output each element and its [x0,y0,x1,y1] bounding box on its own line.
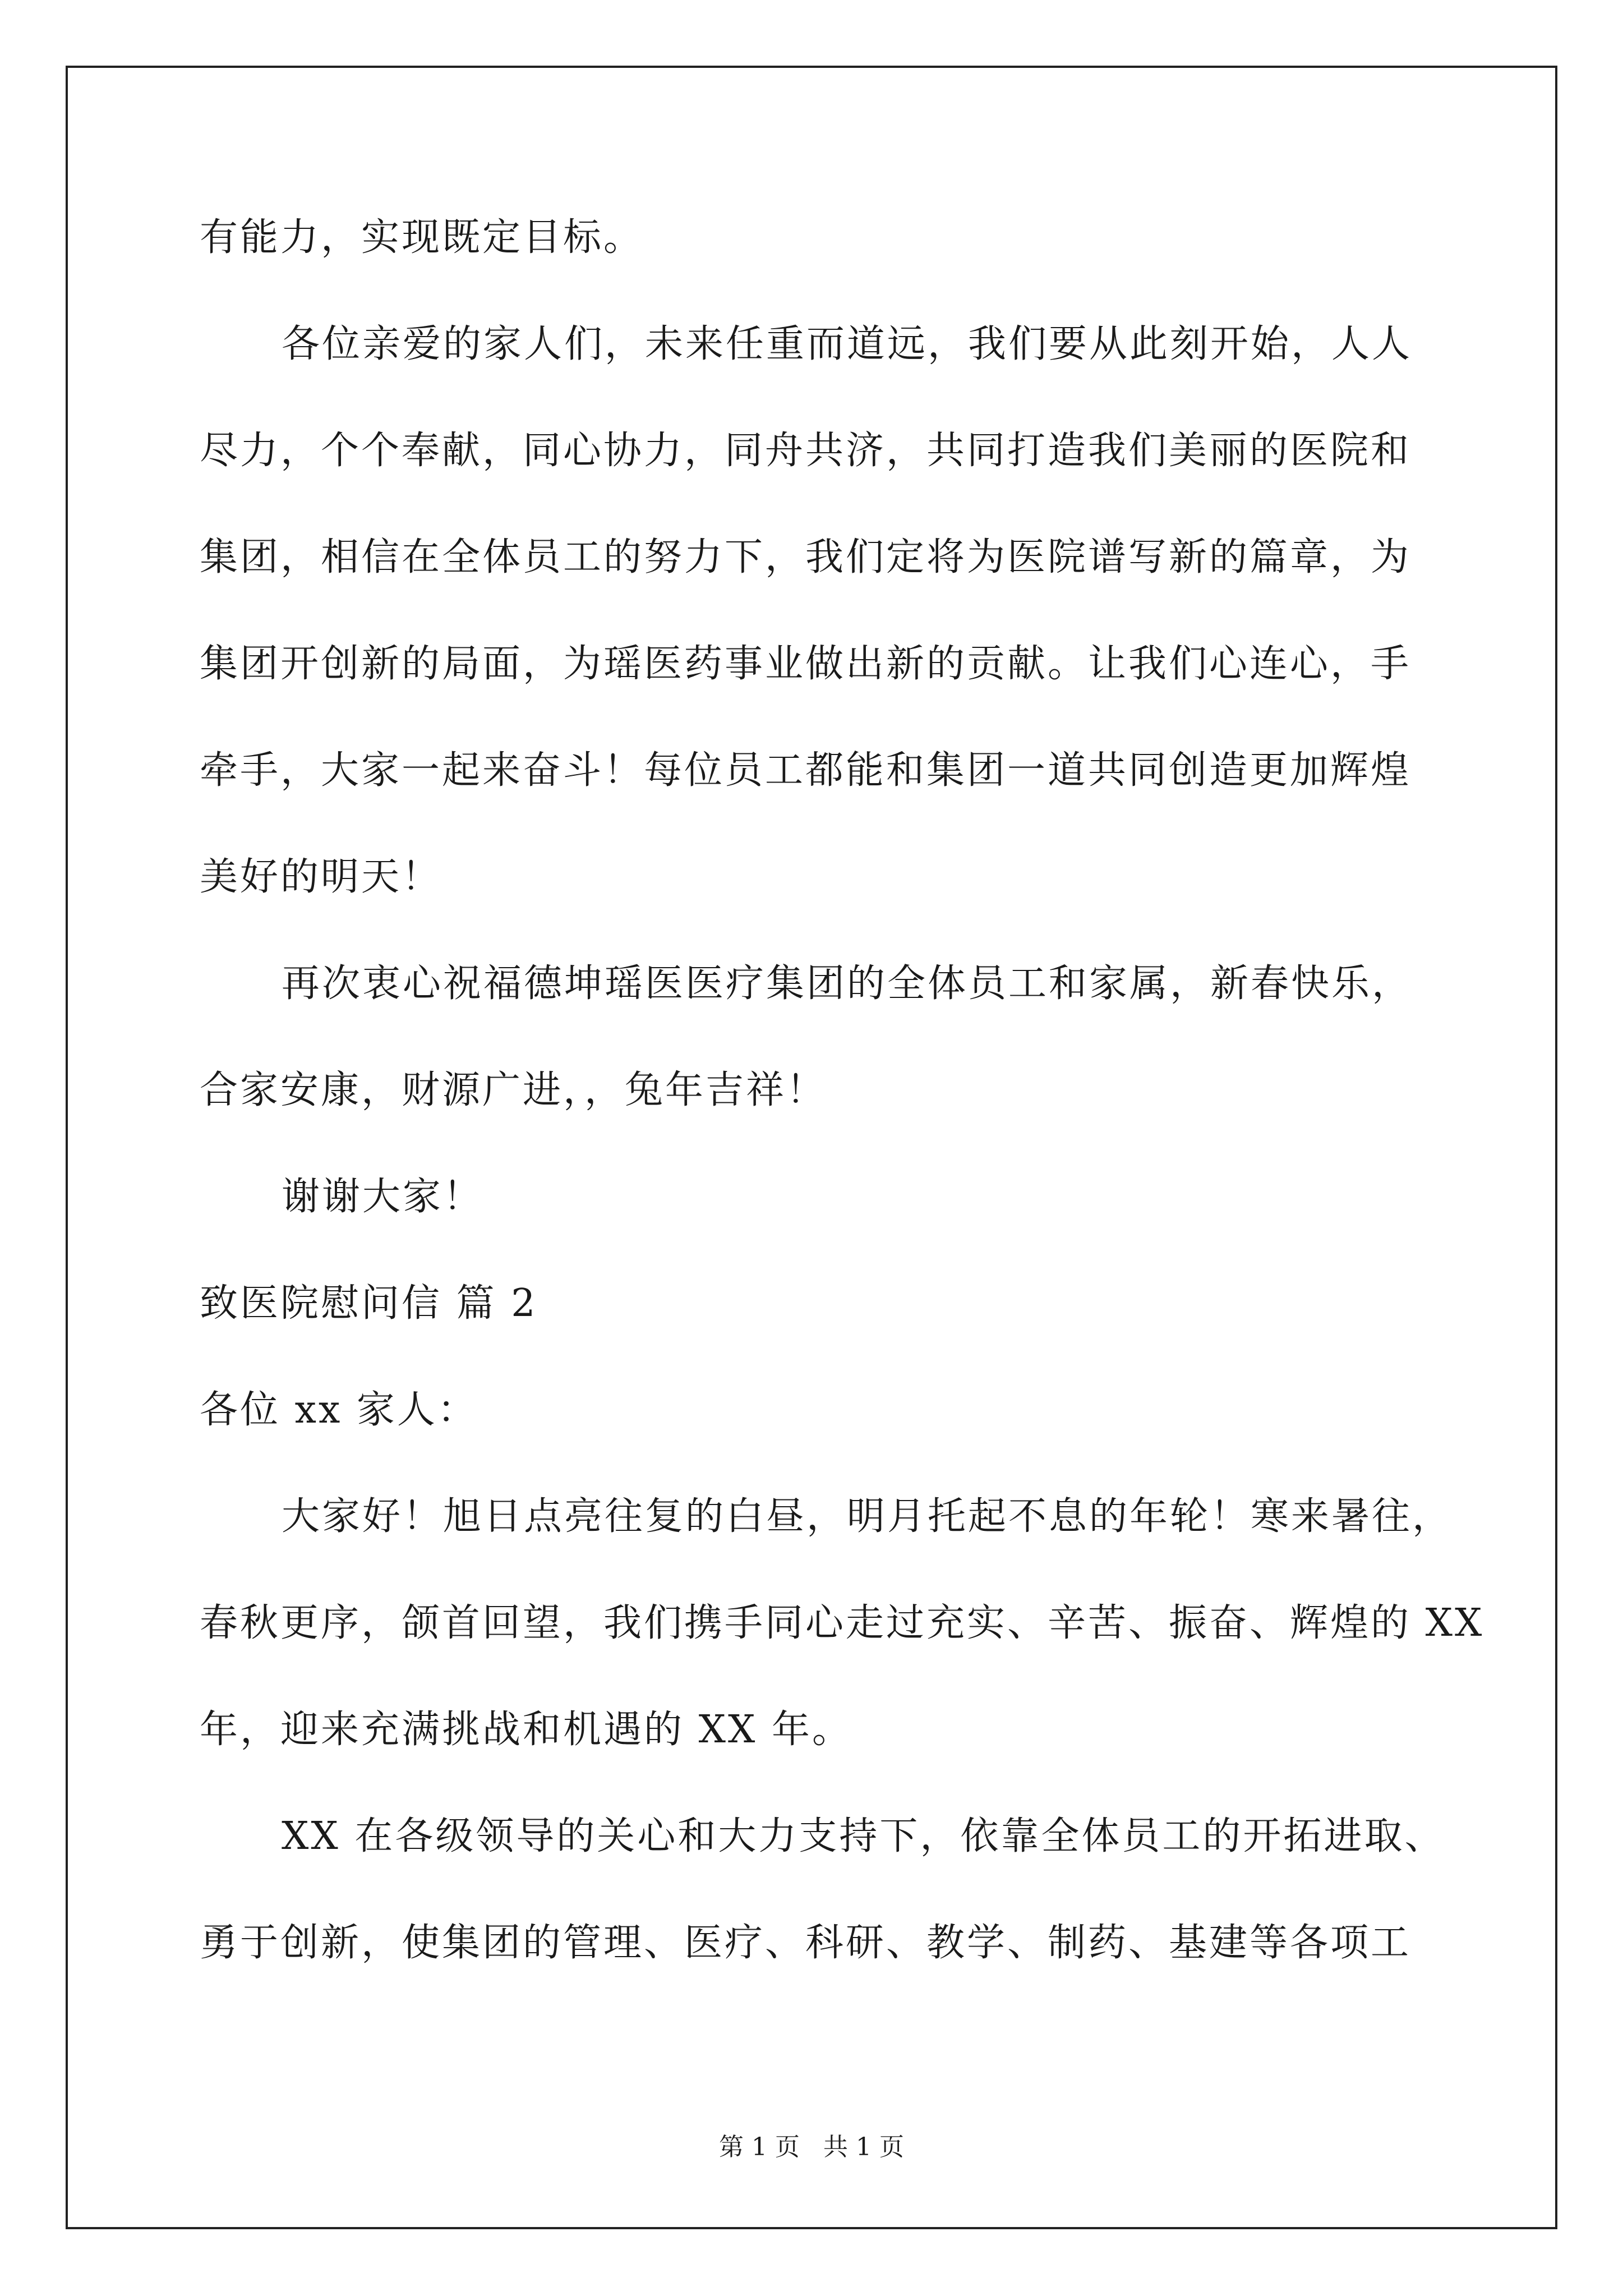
text-line: 美好的明天！ [200,855,442,899]
section-heading: 致医院慰问信 篇 2 [200,1281,538,1326]
page-border [66,66,1557,2229]
text-line: 集团，相信在全体员工的努力下，我们定将为医院谱写新的篇章，为 [200,535,1412,579]
paragraph-line: 再次衷心祝福德坤瑶医医疗集团的全体员工和家属，新春快乐， [282,961,1413,1006]
text-line: 合家安康，财源广进，，兔年吉祥！ [200,1068,827,1112]
paragraph-line: 各位亲爱的家人们，未来任重而道远，我们要从此刻开始，人人 [282,322,1413,366]
paragraph-line: 大家好！旭日点亮往复的白昼，明月托起不息的年轮！寒来暑往， [282,1494,1453,1539]
text-line: 牵手，大家一起来奋斗！每位员工都能和集团一道共同创造更加辉煌 [200,748,1412,793]
paragraph-line: XX 在各级领导的关心和大力支持下，依靠全体员工的开拓进取、 [282,1814,1445,1858]
text-line: 有能力，实现既定目标。 [200,215,644,260]
text-line: 年，迎来充满挑战和机遇的 XX 年。 [200,1708,853,1752]
paragraph-line: 谢谢大家！ [282,1175,484,1219]
page-footer: 第 1 页 共 1 页 [719,2133,904,2161]
text-line: 尽力，个个奉献，同心协力，同舟共济，共同打造我们美丽的医院和 [200,429,1412,473]
salutation: 各位 xx 家人： [200,1388,478,1432]
text-line: 春秋更序，颌首回望，我们携手同心走过充实、辛苦、振奋、辉煌的 XX [200,1601,1484,1645]
text-line: 勇于创新，使集团的管理、医疗、科研、教学、制药、基建等各项工 [200,1921,1412,1965]
text-line: 集团开创新的局面，为瑶医药事业做出新的贡献。让我们心连心，手 [200,642,1412,686]
